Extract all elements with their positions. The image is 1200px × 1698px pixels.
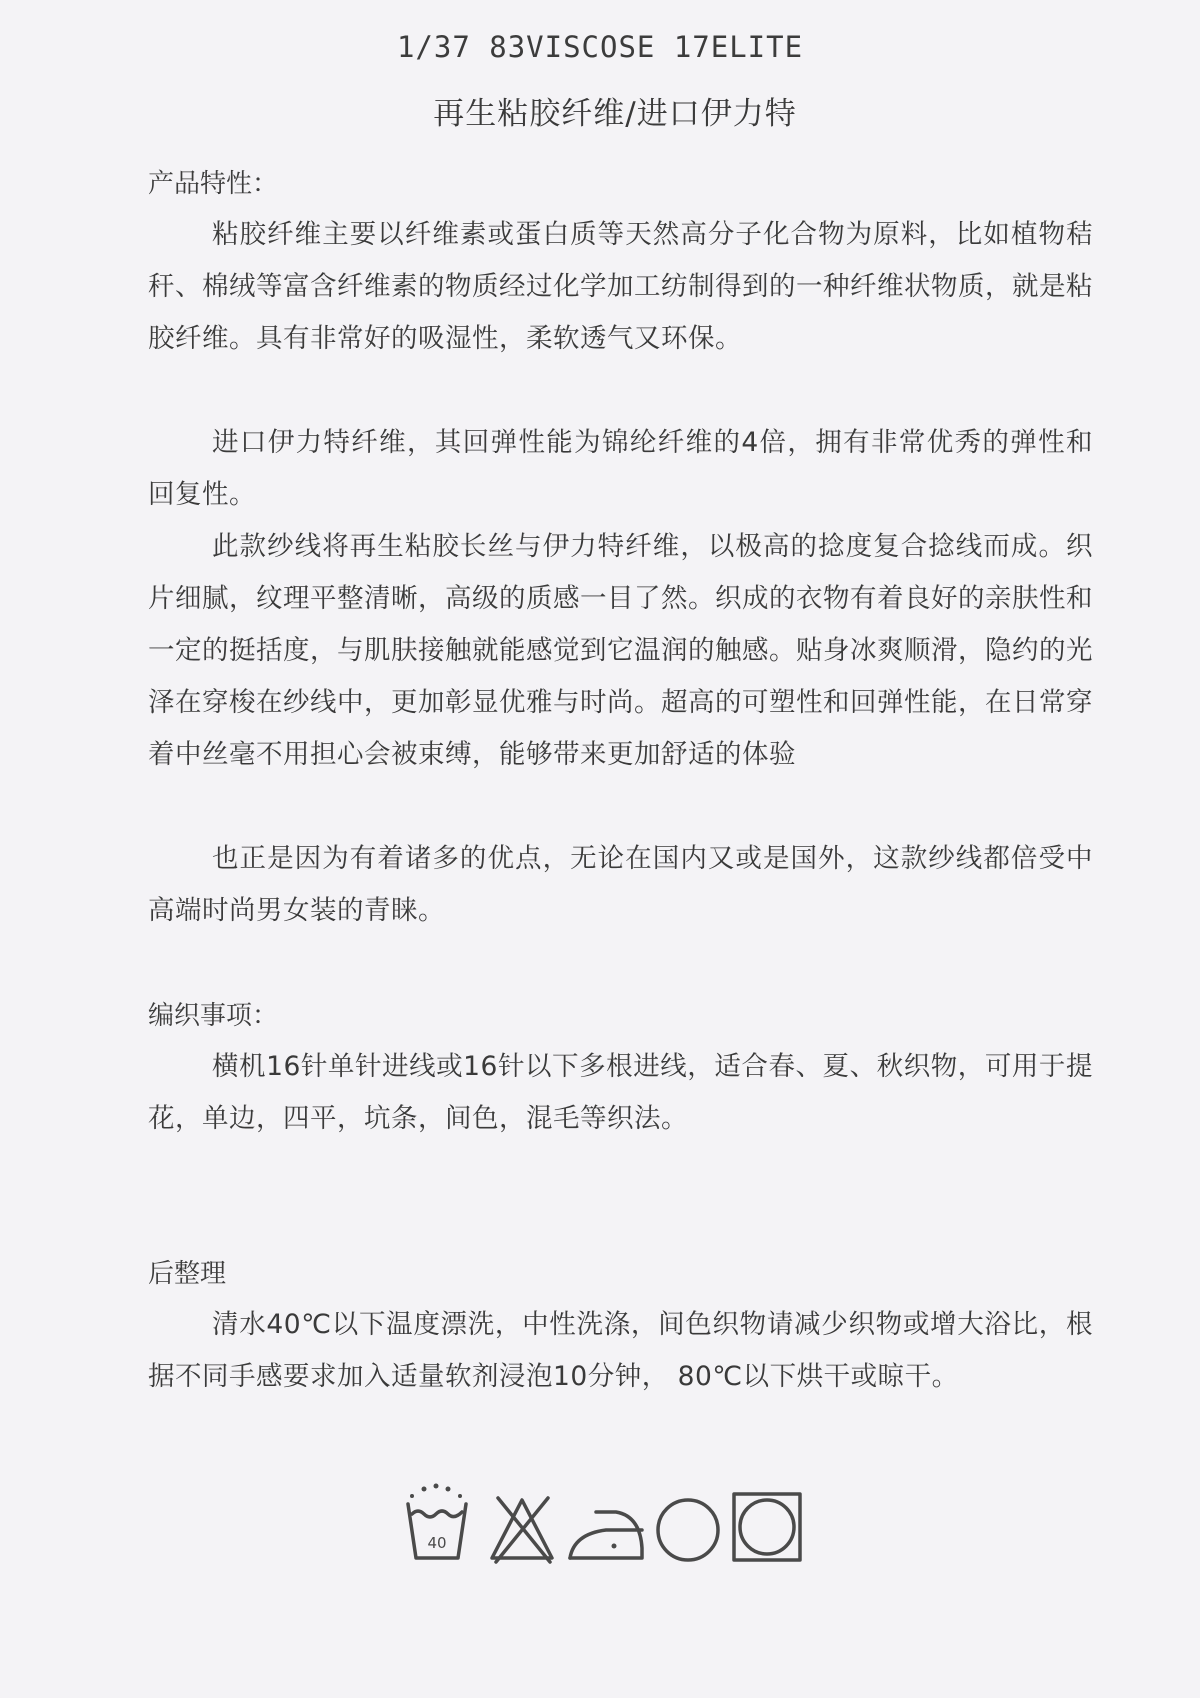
features-paragraph-2: 进口伊力特纤维，其回弹性能为锦纶纤维的4倍，拥有非常优秀的弹性和回复性。 xyxy=(148,427,1093,510)
iron-low-icon xyxy=(570,1512,642,1558)
wash-40-icon xyxy=(408,1484,466,1559)
features-paragraph-1: 粘胶纤维主要以纤维素或蛋白质等天然高分子化合物为原料，比如植物秸秆、棉绒等富含纤维素的物质经过化学加工纺制得到的一种纤维状物质，就是粘胶纤维。具有非常好的吸湿性，柔软透气又环保。 xyxy=(148,219,1093,354)
wash-temp-label: 40 xyxy=(427,1534,447,1552)
product-code: 1/37 83VISCOSE 17ELITE xyxy=(396,30,804,64)
section-heading-product-features: 产品特性： xyxy=(148,169,279,199)
knitting-paragraph: 横机16针单针进线或16针以下多根进线，适合春、夏、秋织物，可用于提花，单边，四平，坑条，间色，混毛等织法。 xyxy=(148,1051,1093,1134)
dry-clean-icon xyxy=(658,1500,718,1560)
section-heading-knitting: 编织事项： xyxy=(148,1001,279,1031)
features-paragraph-3: 此款纱线将再生粘胶长丝与伊力特纤维，以极高的捻度复合捻线而成。织片细腻，纹理平整清晰，高级的质感一目了然。织成的衣物有着良好的亲肤性和一定的挺括度，与肌肤接触就能感觉到它温润的触感。贴身冰爽顺滑，隐约的光泽在穿梭在纱线中，更加彰显优雅与时尚。超高的可塑性和回弹性能，在日常穿着中丝毫不用担心会被束缚，能够带来更加舒适的体验 xyxy=(148,531,1093,770)
section-heading-finishing: 后整理 xyxy=(148,1259,227,1289)
tumble-dry-icon xyxy=(734,1494,800,1560)
care-symbols-row xyxy=(402,1478,832,1568)
features-paragraph-4: 也正是因为有着诸多的优点，无论在国内又或是国外，这款纱线都倍受中高端时尚男女装的青睐。 xyxy=(148,843,1093,926)
page-title: 再生粘胶纤维/进口伊力特 xyxy=(433,96,797,132)
no-bleach-icon xyxy=(492,1498,552,1562)
finishing-paragraph: 清水40℃以下温度漂洗，中性洗涤，间色织物请减少织物或增大浴比，根据不同手感要求加入适量软剂浸泡10分钟， 80℃以下烘干或晾干。 xyxy=(148,1309,1093,1392)
